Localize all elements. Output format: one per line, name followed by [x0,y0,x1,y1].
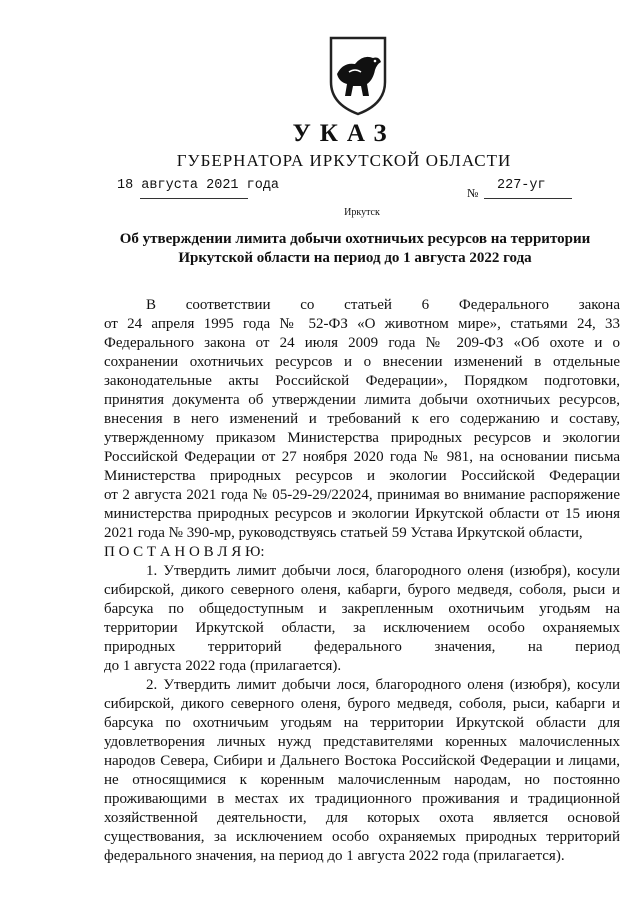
body-line: утвержденному приказом Министерства природных ресурсов и экологии [104,430,620,446]
body-line: хозяйственной деятельности, для которых охота является основой [104,810,620,826]
body-line: существования, за исключением особо охраняемых природных территорий [104,829,620,845]
issuer-title: ГУБЕРНАТОРА ИРКУТСКОЙ ОБЛАСТИ [176,151,512,170]
decree-number: 227-уг [497,178,546,193]
body-line: сохранении охотничьих ресурсов и о внесении изменений в отдельные [104,354,620,370]
body-line: 2. Утвердить лимит добычи лося, благородного оленя (изюбря), косули [146,677,620,693]
decree-date: 18 августа 2021 года [117,178,280,193]
document-body [104,296,620,866]
body-line: природных территорий федерального значения, на период [104,639,620,655]
body-line: проживающими в местах их традиционного проживания и традиционной [104,791,620,807]
date-underline [140,198,248,199]
body-line: народов Севера, Сибири и Дальнего Востока Российской Федерации и лицами, [104,753,620,769]
body-line: до 1 августа 2022 года (прилагается). [104,658,342,674]
body-line: принятия документа об утверждении лимита добычи охотничьих ресурсов, [104,392,620,408]
resolution-word: П О С Т А Н О В Л Я Ю: [104,544,265,560]
body-line: В соответствии со статьей 6 Федерального закона [146,297,620,313]
body-line: удовлетворения личных нужд представителями коренных малочисленных [104,734,620,750]
body-line: барсука по охотничьим угодьям на территории Иркутской области для [104,715,620,731]
heading-line: Об утверждении лимита добычи охотничьих ресурсов на территории [119,231,591,247]
body-line: федерального значения, на период до 1 августа 2022 года (прилагается). [104,848,565,864]
body-line: 2021 года № 390-мр, руководствуясь статьей 59 Устава Иркутской области, [104,525,583,541]
body-line: законодательные акты Российской Федерации», Порядком подготовки, [104,373,620,389]
number-underline [484,198,572,199]
document-heading [105,230,605,268]
body-line: сибирской, дикого северного оленя, бурого медведя, соболя, рыси, кабарги и [104,696,620,712]
decree-title: УКАЗ [292,120,396,147]
heading-line: Иркутской области на период до 1 августа 2022 года [178,250,532,266]
coat-of-arms-emblem [327,34,389,116]
body-line: барсука по общедоступным и закрепленным охотничьим угодьям на [104,601,620,617]
number-label: № [467,186,479,200]
body-line: 1. Утвердить лимит добычи лося, благородного оленя (изюбря), косули [146,563,620,579]
body-line: от 2 августа 2021 года № 05-29-29/22024, принимая во внимание распоряжение [104,487,620,503]
body-line: территории Иркутской области, за исключением особо охраняемых [104,620,620,636]
body-line: сибирской, дикого северного оленя, кабарги, бурого медведя, соболя, рыси и [104,582,620,598]
body-line: от 24 апреля 1995 года № 52-ФЗ «О животном мире», статьями 24, 33 [104,316,620,332]
city-name: Иркутск [344,207,380,218]
body-line: Федерального закона от 24 июля 2009 года № 209-ФЗ «Об охоте и о [104,335,620,351]
body-line: министерства природных ресурсов и экологии Иркутской области от 15 июня [104,506,620,522]
body-line: не относящимися к коренным малочисленным народам, но постоянно [104,772,620,788]
body-line: внесения в него изменений и требований к его содержанию и составу, [104,411,620,427]
body-line: Российской Федерации от 27 ноября 2020 года № 981, на основании письма [104,449,620,465]
body-line: Министерства природных ресурсов и экологии Российской Федерации [104,468,620,484]
